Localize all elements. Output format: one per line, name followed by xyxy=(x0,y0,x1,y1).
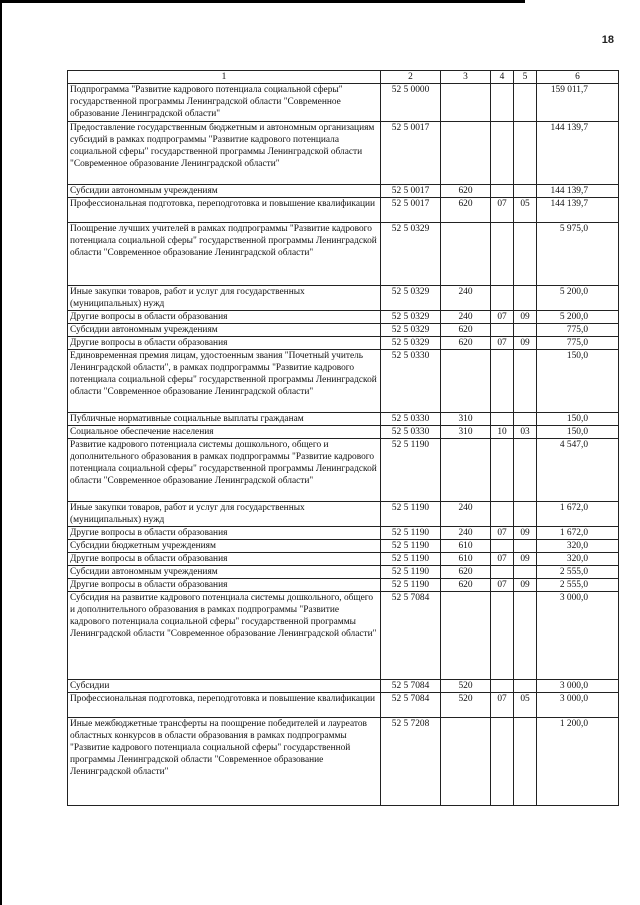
row-code-cell: 52 5 0329 xyxy=(381,311,441,324)
row-name-cell: Иные закупки товаров, работ и услуг для государственных (муниципальных) нужд xyxy=(68,502,381,527)
row-section-cell xyxy=(491,185,514,198)
table-row xyxy=(68,185,619,198)
row-code-cell: 52 5 1190 xyxy=(381,527,441,540)
row-expense-type-cell: 620 xyxy=(441,185,491,198)
row-code-cell: 52 5 7084 xyxy=(381,592,441,680)
row-name-cell: Другие вопросы в области образования xyxy=(68,579,381,592)
row-section-cell xyxy=(491,680,514,693)
table-header-row xyxy=(68,71,619,84)
table-row xyxy=(68,223,619,286)
row-code-cell: 52 5 0330 xyxy=(381,426,441,439)
row-subsection-cell: 03 xyxy=(514,426,537,439)
row-subsection-cell xyxy=(514,122,537,185)
row-sum-cell: 5 975,0 xyxy=(537,223,619,286)
row-expense-type-cell xyxy=(441,84,491,122)
table-row xyxy=(68,566,619,579)
row-expense-type-cell: 310 xyxy=(441,426,491,439)
row-expense-type-cell: 240 xyxy=(441,502,491,527)
header-cell: 6 xyxy=(537,71,619,84)
row-expense-type-cell: 520 xyxy=(441,680,491,693)
row-section-cell xyxy=(491,286,514,311)
row-section-cell xyxy=(491,718,514,806)
row-sum-cell: 1 672,0 xyxy=(537,527,619,540)
row-sum-cell: 144 139,7 xyxy=(537,198,619,223)
row-code-cell: 52 5 0330 xyxy=(381,350,441,413)
row-sum-cell: 159 011,7 xyxy=(537,84,619,122)
row-subsection-cell: 05 xyxy=(514,198,537,223)
row-expense-type-cell xyxy=(441,718,491,806)
scan-edge-left xyxy=(0,0,2,905)
row-expense-type-cell: 610 xyxy=(441,553,491,566)
row-section-cell: 07 xyxy=(491,527,514,540)
row-code-cell: 52 5 0329 xyxy=(381,324,441,337)
row-subsection-cell xyxy=(514,286,537,311)
budget-table-body xyxy=(68,71,619,806)
row-section-cell xyxy=(491,350,514,413)
row-code-cell: 52 5 1190 xyxy=(381,553,441,566)
row-expense-type-cell xyxy=(441,223,491,286)
row-section-cell xyxy=(491,439,514,502)
scan-edge-top xyxy=(0,0,525,3)
row-subsection-cell xyxy=(514,185,537,198)
row-code-cell: 52 5 0329 xyxy=(381,337,441,350)
row-section-cell xyxy=(491,566,514,579)
row-sum-cell: 4 547,0 xyxy=(537,439,619,502)
row-code-cell: 52 5 7084 xyxy=(381,693,441,718)
row-subsection-cell: 09 xyxy=(514,553,537,566)
row-code-cell: 52 5 1190 xyxy=(381,439,441,502)
row-subsection-cell: 09 xyxy=(514,527,537,540)
row-code-cell: 52 5 0000 xyxy=(381,84,441,122)
row-subsection-cell: 05 xyxy=(514,693,537,718)
row-sum-cell: 1 200,0 xyxy=(537,718,619,806)
row-subsection-cell xyxy=(514,84,537,122)
row-name-cell: Социальное обеспечение населения xyxy=(68,426,381,439)
row-subsection-cell: 09 xyxy=(514,579,537,592)
row-expense-type-cell: 620 xyxy=(441,566,491,579)
row-section-cell xyxy=(491,413,514,426)
row-sum-cell: 3 000,0 xyxy=(537,693,619,718)
row-code-cell: 52 5 0330 xyxy=(381,413,441,426)
header-cell: 2 xyxy=(381,71,441,84)
header-cell: 1 xyxy=(68,71,381,84)
table-row xyxy=(68,84,619,122)
row-expense-type-cell: 610 xyxy=(441,540,491,553)
row-expense-type-cell: 620 xyxy=(441,198,491,223)
row-name-cell: Субсидии автономным учреждениям xyxy=(68,324,381,337)
header-cell: 4 xyxy=(491,71,514,84)
header-cell: 5 xyxy=(514,71,537,84)
row-name-cell: Предоставление государственным бюджетным и автономным организациям субсидий в рамках подпрограммы "Развитие кадрового потенциала социальной сферы" государственной программы Ленинградской области "Современное образование Ленинградской области" xyxy=(68,122,381,185)
row-sum-cell: 2 555,0 xyxy=(537,566,619,579)
row-sum-cell: 320,0 xyxy=(537,540,619,553)
row-name-cell: Субсидия на развитие кадрового потенциала системы дошкольного, общего и дополнительного образования в рамках подпрограммы "Развитие кадрового потенциала социальной сферы" государственной программы Ленинградской области "Современное образование Ленинградской области" xyxy=(68,592,381,680)
table-row xyxy=(68,693,619,718)
row-subsection-cell xyxy=(514,592,537,680)
row-sum-cell: 5 200,0 xyxy=(537,286,619,311)
row-sum-cell: 144 139,7 xyxy=(537,185,619,198)
row-section-cell: 07 xyxy=(491,579,514,592)
row-name-cell: Субсидии автономным учреждениям xyxy=(68,566,381,579)
table-row xyxy=(68,592,619,680)
row-subsection-cell xyxy=(514,350,537,413)
row-code-cell: 52 5 1190 xyxy=(381,540,441,553)
row-name-cell: Другие вопросы в области образования xyxy=(68,311,381,324)
page-number: 18 xyxy=(601,34,614,46)
row-name-cell: Развитие кадрового потенциала системы дошкольного, общего и дополнительного образования в рамках подпрограммы "Развитие кадрового потенциала социальной сферы" государственной программы Ленинградской области "Современное образование Ленинградской области" xyxy=(68,439,381,502)
row-subsection-cell xyxy=(514,566,537,579)
table-row xyxy=(68,426,619,439)
row-name-cell: Другие вопросы в области образования xyxy=(68,553,381,566)
row-subsection-cell xyxy=(514,718,537,806)
row-subsection-cell xyxy=(514,439,537,502)
row-name-cell: Подпрограмма "Развитие кадрового потенциала социальной сферы" государственной программы Ленинградской области "Современное образование Ленинградской области" xyxy=(68,84,381,122)
row-expense-type-cell: 620 xyxy=(441,324,491,337)
row-section-cell xyxy=(491,540,514,553)
row-subsection-cell xyxy=(514,413,537,426)
row-name-cell: Другие вопросы в области образования xyxy=(68,337,381,350)
row-subsection-cell: 09 xyxy=(514,337,537,350)
table-row xyxy=(68,502,619,527)
table-row xyxy=(68,579,619,592)
row-code-cell: 52 5 0017 xyxy=(381,185,441,198)
row-name-cell: Субсидии xyxy=(68,680,381,693)
row-sum-cell: 1 672,0 xyxy=(537,502,619,527)
row-name-cell: Поощрение лучших учителей в рамках подпрограммы "Развитие кадрового потенциала социальной сферы" государственной программы Ленинградской области "Современное образование Ленинградской области" xyxy=(68,223,381,286)
row-section-cell xyxy=(491,592,514,680)
row-section-cell xyxy=(491,122,514,185)
row-section-cell xyxy=(491,324,514,337)
budget-table xyxy=(67,70,619,806)
table-row xyxy=(68,680,619,693)
row-code-cell: 52 5 1190 xyxy=(381,579,441,592)
row-name-cell: Публичные нормативные социальные выплаты гражданам xyxy=(68,413,381,426)
table-row xyxy=(68,439,619,502)
table-row xyxy=(68,718,619,806)
row-name-cell: Иные закупки товаров, работ и услуг для государственных (муниципальных) нужд xyxy=(68,286,381,311)
row-sum-cell: 150,0 xyxy=(537,413,619,426)
row-subsection-cell xyxy=(514,223,537,286)
row-code-cell: 52 5 0017 xyxy=(381,122,441,185)
row-expense-type-cell: 620 xyxy=(441,337,491,350)
row-code-cell: 52 5 0329 xyxy=(381,223,441,286)
row-sum-cell: 150,0 xyxy=(537,426,619,439)
table-row xyxy=(68,527,619,540)
row-code-cell: 52 5 7208 xyxy=(381,718,441,806)
row-code-cell: 52 5 7084 xyxy=(381,680,441,693)
header-cell: 3 xyxy=(441,71,491,84)
row-sum-cell: 2 555,0 xyxy=(537,579,619,592)
table-row xyxy=(68,413,619,426)
row-sum-cell: 320,0 xyxy=(537,553,619,566)
table-row xyxy=(68,198,619,223)
row-sum-cell: 775,0 xyxy=(537,337,619,350)
row-name-cell: Профессиональная подготовка, переподготовка и повышение квалификации xyxy=(68,693,381,718)
table-row xyxy=(68,337,619,350)
row-sum-cell: 3 000,0 xyxy=(537,592,619,680)
row-expense-type-cell xyxy=(441,122,491,185)
row-section-cell: 10 xyxy=(491,426,514,439)
row-subsection-cell xyxy=(514,502,537,527)
row-expense-type-cell xyxy=(441,592,491,680)
row-subsection-cell: 09 xyxy=(514,311,537,324)
row-section-cell: 07 xyxy=(491,553,514,566)
row-name-cell: Иные межбюджетные трансферты на поощрение победителей и лауреатов областных конкурсов в области образования в рамках подпрограммы "Развитие кадрового потенциала социальной сферы" государственной программы Ленинградской области "Современное образование Ленинградской области" xyxy=(68,718,381,806)
row-section-cell: 07 xyxy=(491,337,514,350)
row-expense-type-cell xyxy=(441,350,491,413)
row-name-cell: Субсидии автономным учреждениям xyxy=(68,185,381,198)
row-expense-type-cell: 240 xyxy=(441,311,491,324)
row-subsection-cell xyxy=(514,324,537,337)
row-expense-type-cell: 240 xyxy=(441,286,491,311)
table-row xyxy=(68,553,619,566)
table-row xyxy=(68,286,619,311)
table-row xyxy=(68,122,619,185)
row-section-cell: 07 xyxy=(491,311,514,324)
row-section-cell: 07 xyxy=(491,198,514,223)
table-row xyxy=(68,324,619,337)
row-expense-type-cell: 620 xyxy=(441,579,491,592)
row-name-cell: Единовременная премия лицам, удостоенным звания "Почетный учитель Ленинградской области", в рамках подпрограммы "Развитие кадрового потенциала социальной сферы" государственной программы Ленинградской области "Современное образование Ленинградской области" xyxy=(68,350,381,413)
row-sum-cell: 144 139,7 xyxy=(537,122,619,185)
row-name-cell: Другие вопросы в области образования xyxy=(68,527,381,540)
row-subsection-cell xyxy=(514,540,537,553)
table-row xyxy=(68,311,619,324)
row-sum-cell: 775,0 xyxy=(537,324,619,337)
table-row xyxy=(68,540,619,553)
row-expense-type-cell: 240 xyxy=(441,527,491,540)
row-code-cell: 52 5 0017 xyxy=(381,198,441,223)
row-section-cell xyxy=(491,502,514,527)
row-code-cell: 52 5 1190 xyxy=(381,566,441,579)
row-section-cell: 07 xyxy=(491,693,514,718)
row-subsection-cell xyxy=(514,680,537,693)
row-code-cell: 52 5 1190 xyxy=(381,502,441,527)
row-section-cell xyxy=(491,84,514,122)
row-sum-cell: 5 200,0 xyxy=(537,311,619,324)
row-sum-cell: 150,0 xyxy=(537,350,619,413)
row-expense-type-cell: 520 xyxy=(441,693,491,718)
row-name-cell: Профессиональная подготовка, переподготовка и повышение квалификации xyxy=(68,198,381,223)
row-name-cell: Субсидии бюджетным учреждениям xyxy=(68,540,381,553)
row-expense-type-cell xyxy=(441,439,491,502)
row-expense-type-cell: 310 xyxy=(441,413,491,426)
row-code-cell: 52 5 0329 xyxy=(381,286,441,311)
row-section-cell xyxy=(491,223,514,286)
row-sum-cell: 3 000,0 xyxy=(537,680,619,693)
table-row xyxy=(68,350,619,413)
